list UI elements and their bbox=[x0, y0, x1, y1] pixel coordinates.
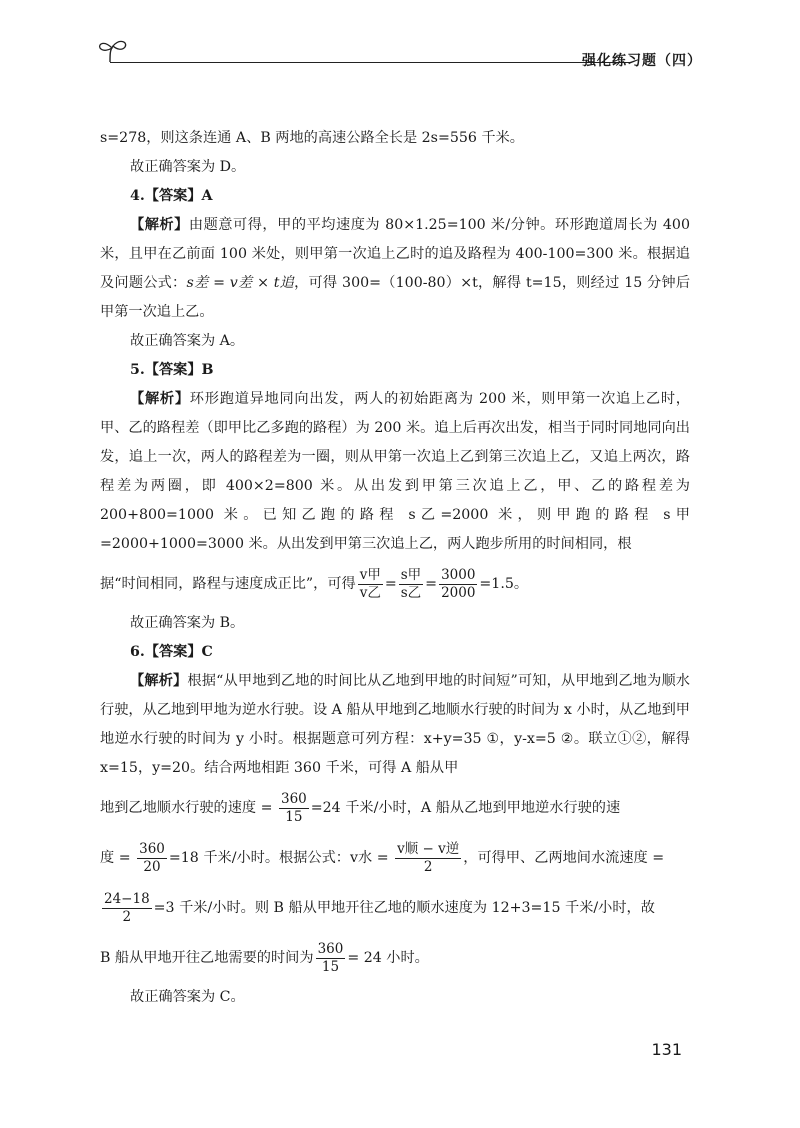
answer-label-4: 4.【答案】A bbox=[130, 188, 213, 204]
analysis-6 bbox=[100, 667, 690, 783]
analysis-tag: 【解析】 bbox=[130, 391, 190, 407]
denominator: 15 bbox=[321, 958, 340, 975]
fraction bbox=[399, 567, 423, 600]
answer-label-5: 5.【答案】B bbox=[130, 362, 214, 378]
denominator: v乙 bbox=[359, 584, 381, 601]
conclusion-4: 故正确答案为 A。 bbox=[130, 333, 245, 349]
formula-line-5 bbox=[100, 559, 690, 609]
header-rule bbox=[110, 62, 630, 63]
numerator: 3000 bbox=[441, 567, 476, 584]
formula-line-6d bbox=[100, 933, 690, 983]
analysis-text: 环形跑道异地同向出发，两人的初始距离为 200 米，则甲第一次追上乙时，甲、乙的路程差（即甲比乙多跑的路程）为 200 米。追上后再次出发，相当于同时同地同向出发，追上一次，两人的路程差为一圈，则从甲第一次追上乙到第三次追上乙，又追上两次，路程差为两圈，即 400×2=800 米。从出发到甲第三次追上乙，甲、乙的路程差为 200+800=1000 米。已知乙跑的路程 s乙=2000 米，则甲跑的路程 s甲=2000+1000=3000 米。从出发到甲第三次追上乙，两人跑步所用的时间相同，根 bbox=[100, 391, 690, 552]
fraction bbox=[137, 841, 167, 874]
answer-label-6: 6.【答案】C bbox=[130, 644, 213, 660]
denominator: s乙 bbox=[400, 584, 422, 601]
formula-text: 度 = bbox=[100, 850, 136, 866]
fraction bbox=[395, 841, 461, 874]
conclusion-5: 故正确答案为 B。 bbox=[130, 615, 245, 631]
section-title: 强化练习题（四） bbox=[582, 53, 702, 69]
numerator: 360 bbox=[317, 941, 344, 958]
formula-text: B 船从甲地开往乙地需要的时间为 bbox=[100, 950, 314, 966]
page-number: 131 bbox=[651, 1040, 682, 1059]
conclusion-3: 故正确答案为 D。 bbox=[130, 159, 246, 175]
formula-text: =3 千米/小时。则 B 船从甲地开往乙地的顺水速度为 12+3=15 千米/小时，故 bbox=[153, 900, 655, 916]
denominator: 2 bbox=[122, 908, 132, 925]
analysis-text: 由题意可得，甲的平均速度为 80×1.25=100 米/分钟。环形跑道周长为 400 米，且甲在乙前面 100 米处，则甲第一次追上乙时的追及路程为 400-100=300 米。根据追及问题公式： bbox=[100, 217, 690, 291]
page-content bbox=[100, 124, 690, 1012]
formula-text: =18 千米/小时。根据公式：v水 = bbox=[168, 850, 394, 866]
numerator: 360 bbox=[139, 841, 165, 858]
equals-sign: = bbox=[384, 576, 397, 592]
formula-text: =24 千米/小时，A 船从乙地到甲地逆水行驶的速 bbox=[310, 800, 621, 816]
formula-text: = 24 小时。 bbox=[347, 950, 429, 966]
numerator: 360 bbox=[280, 791, 307, 808]
formula-text: ，可得甲、乙两地间水流速度 = bbox=[463, 850, 665, 866]
analysis-4 bbox=[100, 211, 690, 327]
denominator: 15 bbox=[285, 808, 303, 825]
page-header bbox=[90, 38, 710, 78]
analysis-5 bbox=[100, 385, 690, 559]
analysis-tag: 【解析】 bbox=[130, 217, 189, 233]
formula-text: =1.5。 bbox=[479, 576, 529, 592]
analysis-tag: 【解析】 bbox=[130, 673, 188, 689]
numerator: s甲 bbox=[400, 567, 422, 584]
formula-text: 据“时间相同，路程与速度成正比”，可得 bbox=[100, 576, 356, 592]
fraction bbox=[439, 567, 477, 600]
fraction bbox=[316, 941, 346, 974]
formula-line-6b bbox=[100, 833, 690, 883]
fraction bbox=[102, 891, 152, 924]
analysis-text: 根据“从甲地到乙地的时间比从乙地到甲地的时间短”可知，从甲地到乙地为顺水行驶，从乙地到甲地为逆水行驶。设 A 船从甲地到乙地顺水行驶的时间为 x 小时，从乙地到甲地逆水行驶的时间为 y 小时。根据题意可列方程：x+y=35 ①，y-x=5 ②。联立①②，解得 x=15，y=20。结合两地相距 360 千米，可得 A 船从甲 bbox=[100, 673, 690, 776]
numerator: v甲 bbox=[359, 567, 381, 584]
denominator: 20 bbox=[143, 858, 161, 875]
formula-text: s差 = v差 × t追 bbox=[186, 275, 295, 291]
paragraph-prev-answer: s=278，则这条连通 A、B 两地的高速公路全长是 2s=556 千米。 bbox=[100, 130, 524, 146]
analysis-text: ，可得 300=（100-80）×t，解得 t=15，则经过 15 分钟后甲第一次追上乙。 bbox=[100, 275, 691, 320]
denominator: 2000 bbox=[441, 584, 476, 601]
formula-text: 地到乙地顺水行驶的速度 = bbox=[100, 800, 277, 816]
formula-line-6c bbox=[100, 883, 690, 933]
fraction bbox=[358, 567, 383, 600]
formula-line-6a bbox=[100, 783, 690, 833]
conclusion-6: 故正确答案为 C。 bbox=[130, 989, 245, 1005]
denominator: 2 bbox=[423, 858, 433, 875]
numerator: v顺 − v逆 bbox=[397, 841, 460, 858]
fraction bbox=[279, 791, 309, 824]
equals-sign: = bbox=[425, 576, 438, 592]
numerator: 24−18 bbox=[104, 891, 150, 908]
